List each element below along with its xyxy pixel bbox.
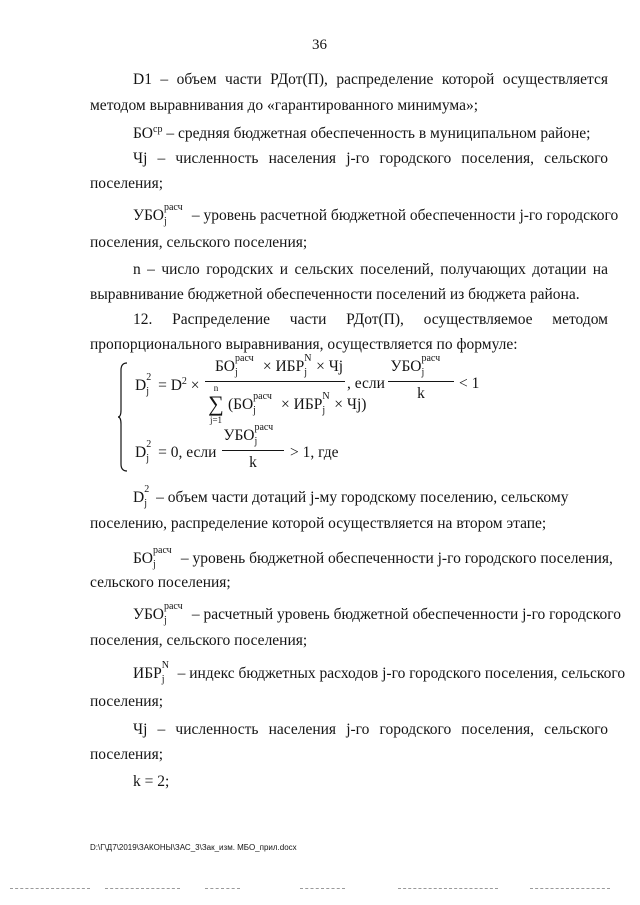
p4-text: – уровень расчетной бюджетной обеспеченности j-го городского xyxy=(187,207,619,224)
def-5-line2: поселения; xyxy=(90,746,164,763)
footer-filepath: D:\Г\Д7\2019\ЗАКОНЫ\ЗАС_3\Зак_изм. МБО_прил.docx xyxy=(90,843,297,852)
k-line: k = 2; xyxy=(133,773,170,790)
p4-line1 xyxy=(133,202,619,227)
p1-line2: методом выравнивания до «гарантированного минимума»; xyxy=(90,97,479,114)
scan-mark xyxy=(10,888,90,889)
formula-brace xyxy=(118,362,128,472)
formula-row1-lhs: D 2 j = $D^2$ × xyxy=(135,372,200,397)
def-1-line1: D 2 j – объем части дотаций j-му городскому поселению, сельскому xyxy=(133,484,569,509)
def-4-line1: ИБР N j – индекс бюджетных расходов j-го городского поселения, сельского xyxy=(133,660,626,685)
def-1-line2: поселению, распределение которой осуществляется на втором этапе; xyxy=(90,515,547,532)
p5-line2: выравнивание бюджетной обеспеченности поселений из бюджета района. xyxy=(90,286,580,303)
p1-line1: D1 – объем части РДот(П), распределение которой осуществляется xyxy=(133,71,608,88)
scan-mark xyxy=(105,888,180,889)
scan-mark xyxy=(300,888,345,889)
formula-row1-ubo: УБО расч j xyxy=(390,353,441,378)
def-2-line1: БО расч j – уровень бюджетной обеспеченности j-го городского поселения, xyxy=(133,545,613,570)
p3-line2: поселения; xyxy=(90,175,164,192)
formula-fraction-bar xyxy=(205,381,345,382)
scan-mark xyxy=(398,888,498,889)
formula-row2-bar xyxy=(222,450,284,451)
p3-line1: Чj – численность населения j-го городского поселения, сельского xyxy=(133,150,608,167)
formula-row1-k: k xyxy=(417,385,425,402)
p5-line1: n – число городских и сельских поселений, получающих дотации на xyxy=(133,261,608,278)
p4-sup: расч xyxy=(163,202,183,213)
def-3-line2: поселения, сельского поселения; xyxy=(90,632,308,649)
def-5-line1: Чj – численность населения j-го городского поселения, сельского xyxy=(133,721,608,738)
formula-denominator: (БО расч j × ИБР N j × Чj) xyxy=(228,391,367,416)
def-2-line2: сельского поселения; xyxy=(90,574,231,591)
p2-text: – средняя бюджетная обеспеченность в муниципальном районе; xyxy=(162,125,591,142)
formula-row2-k: k xyxy=(249,454,257,471)
def-3-line1: УБО расч j – расчетный уровень бюджетной обеспеченности j-го городского xyxy=(133,601,621,626)
p6-line1: 12. Распределение части РДот(П), осуществляемое методом xyxy=(133,311,608,328)
formula-numerator: БО расч j × ИБР N j × Чj xyxy=(215,353,344,378)
p2-sup: ср xyxy=(153,124,163,135)
formula-row2-gt: > 1, где xyxy=(290,444,339,461)
p2-symbol: БО xyxy=(133,125,153,142)
p6-line2: пропорционального выравнивания, осуществляется по формуле: xyxy=(90,336,518,353)
scan-mark xyxy=(205,888,240,889)
def-4-line2: поселения; xyxy=(90,693,164,710)
p4-sub: j xyxy=(163,216,167,227)
scan-mark xyxy=(530,888,610,889)
formula-row1-bar xyxy=(388,381,454,382)
formula-sum: n ∑ j=1 xyxy=(208,383,224,425)
formula-row1-lt: < 1 xyxy=(459,375,480,392)
formula-row2-lhs: D 2 j = 0, если xyxy=(135,439,217,464)
formula-row1-cond: , если xyxy=(347,375,385,392)
p4-symbol: УБО xyxy=(133,207,164,224)
page-number: 36 xyxy=(312,37,327,53)
formula-row2-ubo: УБО расч j xyxy=(223,422,274,447)
p2 xyxy=(133,124,590,146)
p4-line2: поселения, сельского поселения; xyxy=(90,234,308,251)
